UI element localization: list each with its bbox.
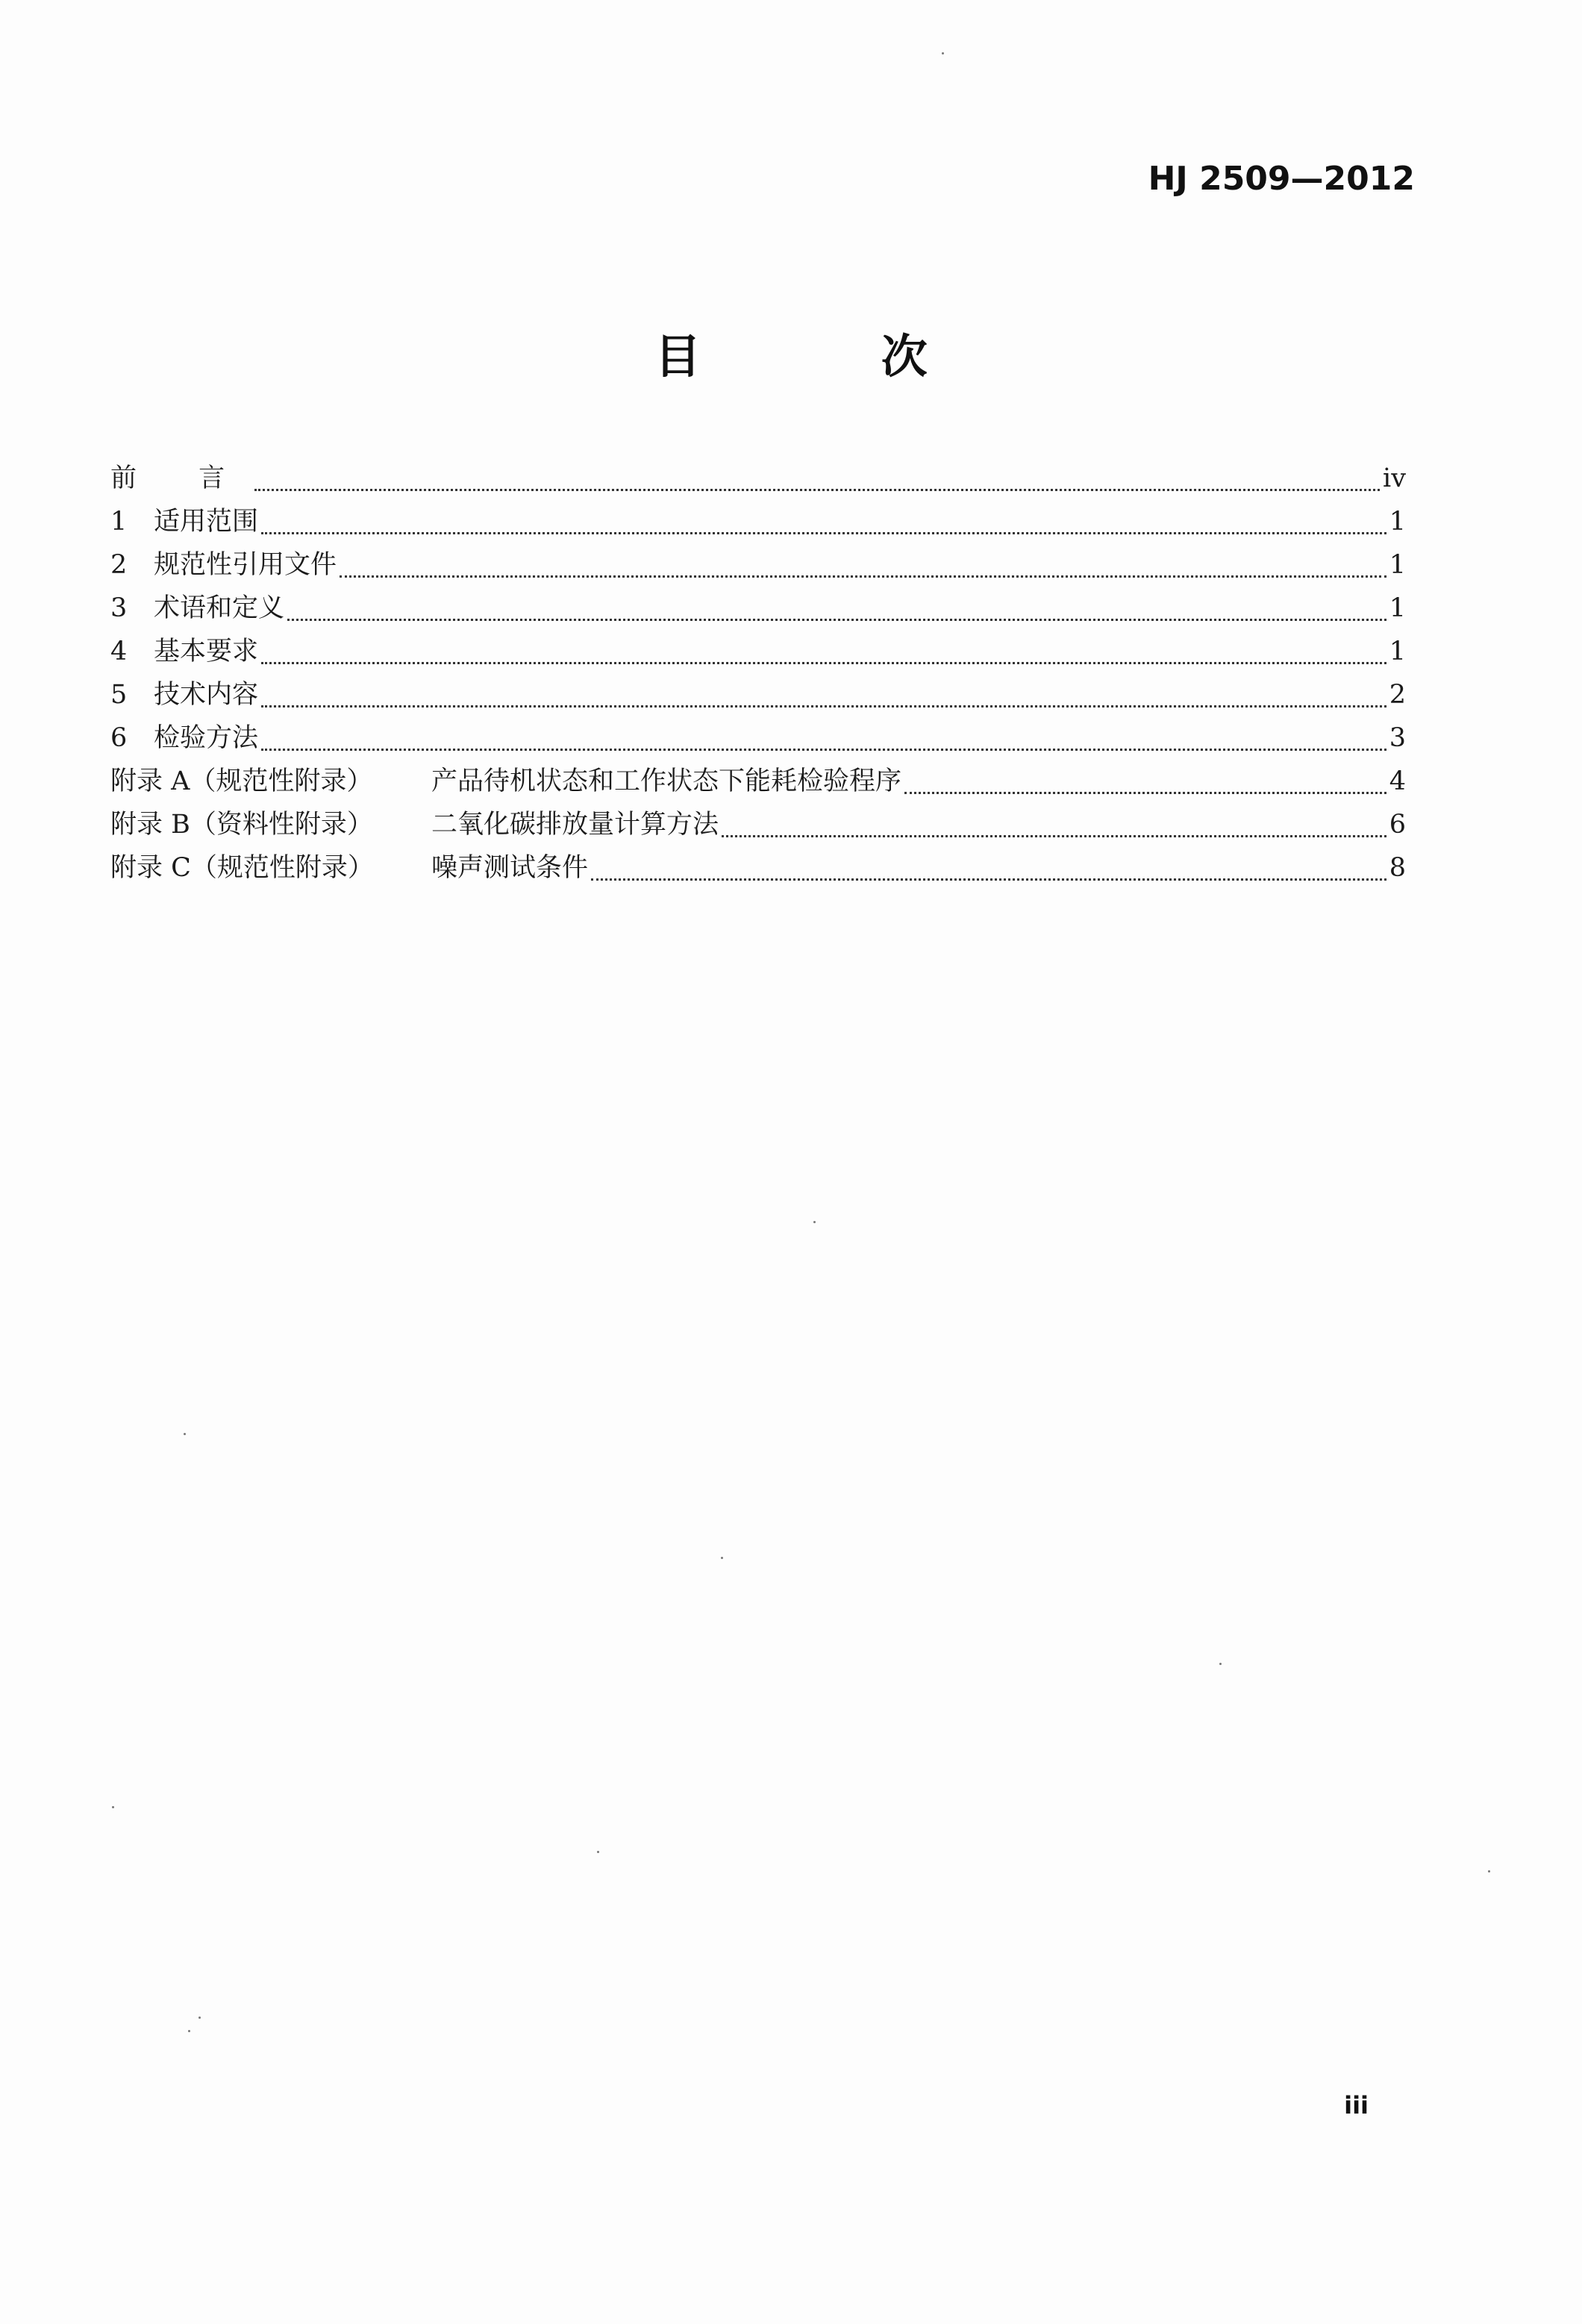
- toc-entry-number: 1: [110, 507, 128, 537]
- toc-entry-label: 产品待机状态和工作状态下能耗检验程序: [431, 766, 902, 796]
- scan-speck: [597, 1851, 599, 1853]
- toc-entry-label: 检验方法: [154, 723, 259, 753]
- toc-entry-number: 4: [110, 637, 128, 666]
- toc-leader: [287, 619, 1386, 621]
- toc-entry-number: 5: [110, 680, 128, 710]
- toc-leader: [904, 792, 1386, 794]
- toc-leader: [591, 878, 1386, 881]
- toc-annex-prefix: 附录 A（规范性附录）: [110, 766, 373, 796]
- scan-speck: [813, 1221, 816, 1223]
- toc-entry-number: 3: [110, 593, 128, 623]
- scan-speck: [721, 1557, 723, 1559]
- toc-entry-label: 技术内容: [154, 680, 259, 710]
- scan-speck: [188, 2030, 190, 2032]
- toc-entry-page: 3: [1389, 723, 1406, 753]
- toc-entry-4[interactable]: [110, 630, 1406, 673]
- toc-entry-page: 4: [1389, 766, 1406, 796]
- toc-entry-page: 8: [1389, 853, 1406, 883]
- toc-entry-annex-b[interactable]: [110, 803, 1406, 846]
- toc-entry-page: 1: [1389, 507, 1406, 537]
- toc-entry-page: 2: [1389, 680, 1406, 710]
- toc-entry-page: 6: [1389, 810, 1406, 840]
- toc-entry-foreword[interactable]: [110, 457, 1406, 500]
- toc-entry-number: 2: [110, 550, 128, 580]
- toc-leader: [261, 705, 1386, 707]
- toc-entry-label: 规范性引用文件: [154, 550, 337, 580]
- toc-leader: [261, 662, 1386, 664]
- toc-entry-page: iv: [1383, 463, 1406, 493]
- page-number: iii: [1344, 2091, 1369, 2120]
- toc-entry-label: 适用范围: [154, 507, 259, 537]
- toc-entry-label: 基本要求: [154, 637, 259, 666]
- toc-entry-5[interactable]: [110, 673, 1406, 716]
- toc-leader: [254, 489, 1380, 491]
- table-of-contents: [110, 457, 1406, 890]
- scan-speck: [198, 2017, 201, 2019]
- toc-leader: [261, 532, 1386, 534]
- toc-entry-annex-c[interactable]: [110, 846, 1406, 890]
- toc-entry-page: 1: [1389, 637, 1406, 666]
- toc-entry-3[interactable]: [110, 587, 1406, 630]
- toc-entry-label: 术语和定义: [154, 593, 285, 623]
- scan-speck: [1219, 1663, 1222, 1665]
- scan-speck: [942, 52, 944, 54]
- scan-speck: [184, 1433, 186, 1435]
- toc-entry-label: 二氧化碳排放量计算方法: [431, 810, 719, 840]
- toc-entry-page: 1: [1389, 550, 1406, 580]
- toc-entry-page: 1: [1389, 593, 1406, 623]
- toc-annex-prefix: 附录 B（资料性附录）: [110, 810, 373, 840]
- toc-title: 目 次: [654, 329, 1010, 384]
- toc-leader: [340, 575, 1386, 578]
- toc-entry-label: 前 言: [110, 463, 252, 493]
- toc-entry-6[interactable]: [110, 716, 1406, 760]
- toc-entry-1[interactable]: [110, 500, 1406, 543]
- toc-entry-annex-a[interactable]: [110, 760, 1406, 803]
- toc-entry-label: 噪声测试条件: [431, 853, 589, 883]
- toc-entry-number: 6: [110, 723, 128, 753]
- toc-leader: [722, 835, 1386, 837]
- standard-number: HJ 2509—2012: [1148, 160, 1415, 198]
- scan-speck: [1488, 1870, 1490, 1872]
- toc-entry-2[interactable]: [110, 543, 1406, 587]
- scan-speck: [112, 1806, 114, 1808]
- toc-leader: [261, 749, 1386, 751]
- toc-annex-prefix: 附录 C（规范性附录）: [110, 853, 374, 883]
